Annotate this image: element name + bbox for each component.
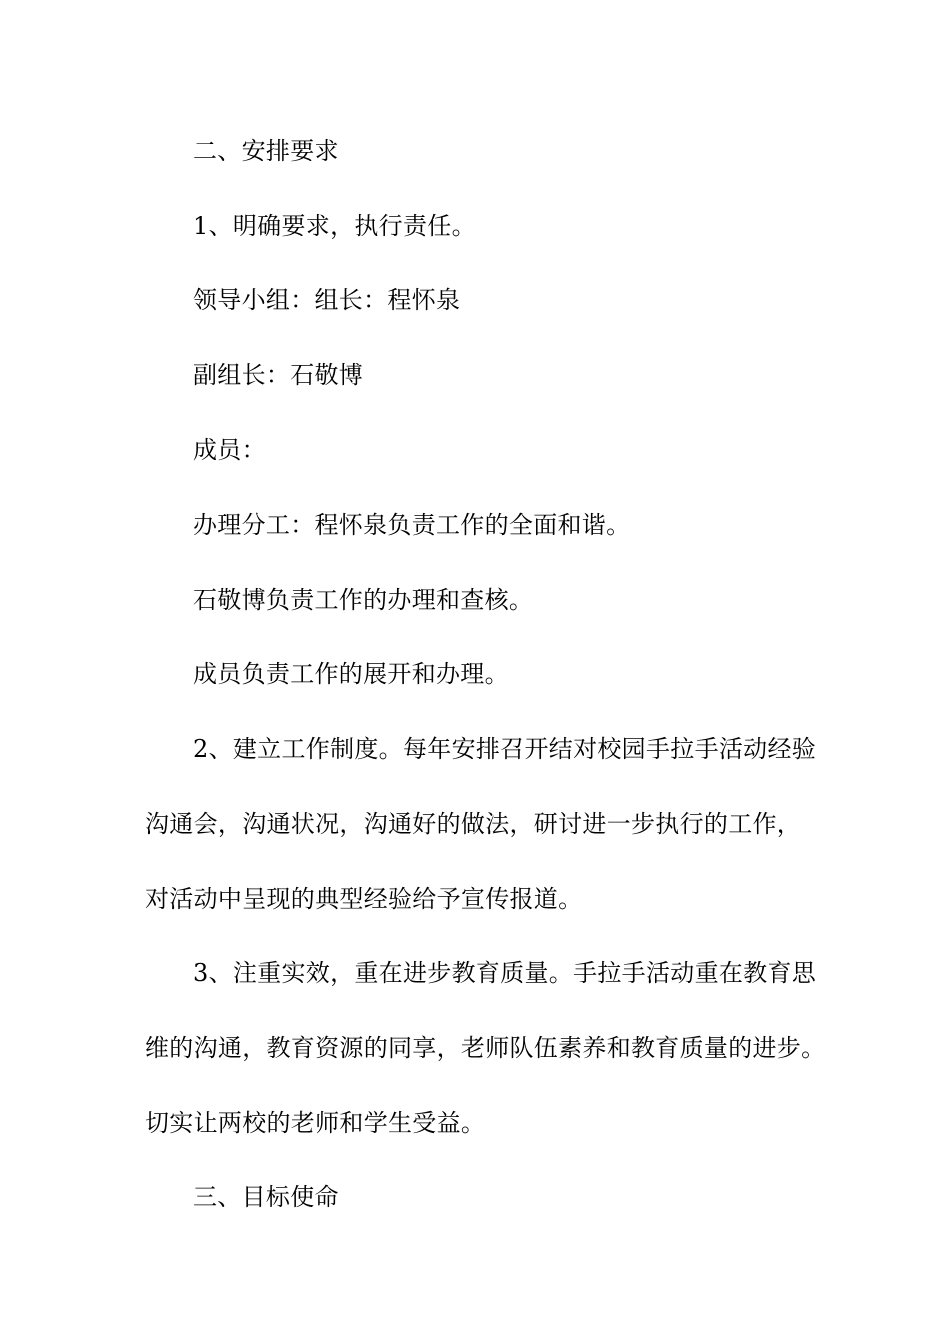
paragraph-line: 对活动中呈现的典型经验给予宣传报道。	[145, 885, 583, 913]
paragraph-line: 3、注重实效，重在进步教育质量。手拉手活动重在教育思	[193, 959, 817, 987]
paragraph-line: 成员负责工作的展开和办理。	[193, 660, 509, 688]
paragraph-line: 成员：	[193, 436, 266, 464]
paragraph-line: 切实让两校的老师和学生受益。	[145, 1109, 486, 1137]
paragraph-line: 维的沟通，教育资源的同享，老师队伍素养和教育质量的进步。	[145, 1034, 826, 1062]
paragraph-line: 石敬博负责工作的办理和查核。	[193, 586, 534, 614]
paragraph-line: 沟通会，沟通状况，沟通好的做法，研讨进一步执行的工作，	[145, 810, 802, 838]
paragraph-line: 领导小组：组长：程怀泉	[193, 286, 461, 314]
paragraph-line: 办理分工：程怀泉负责工作的全面和谐。	[193, 511, 631, 539]
section-heading-arrangement: 二、安排要求	[193, 137, 339, 165]
paragraph-line: 1、明确要求，执行责任。	[193, 212, 476, 240]
paragraph-line: 2、建立工作制度。每年安排召开结对校园手拉手活动经验	[193, 735, 817, 763]
paragraph-line: 副组长：石敬博	[193, 361, 364, 389]
section-heading-goals: 三、目标使命	[193, 1183, 339, 1211]
